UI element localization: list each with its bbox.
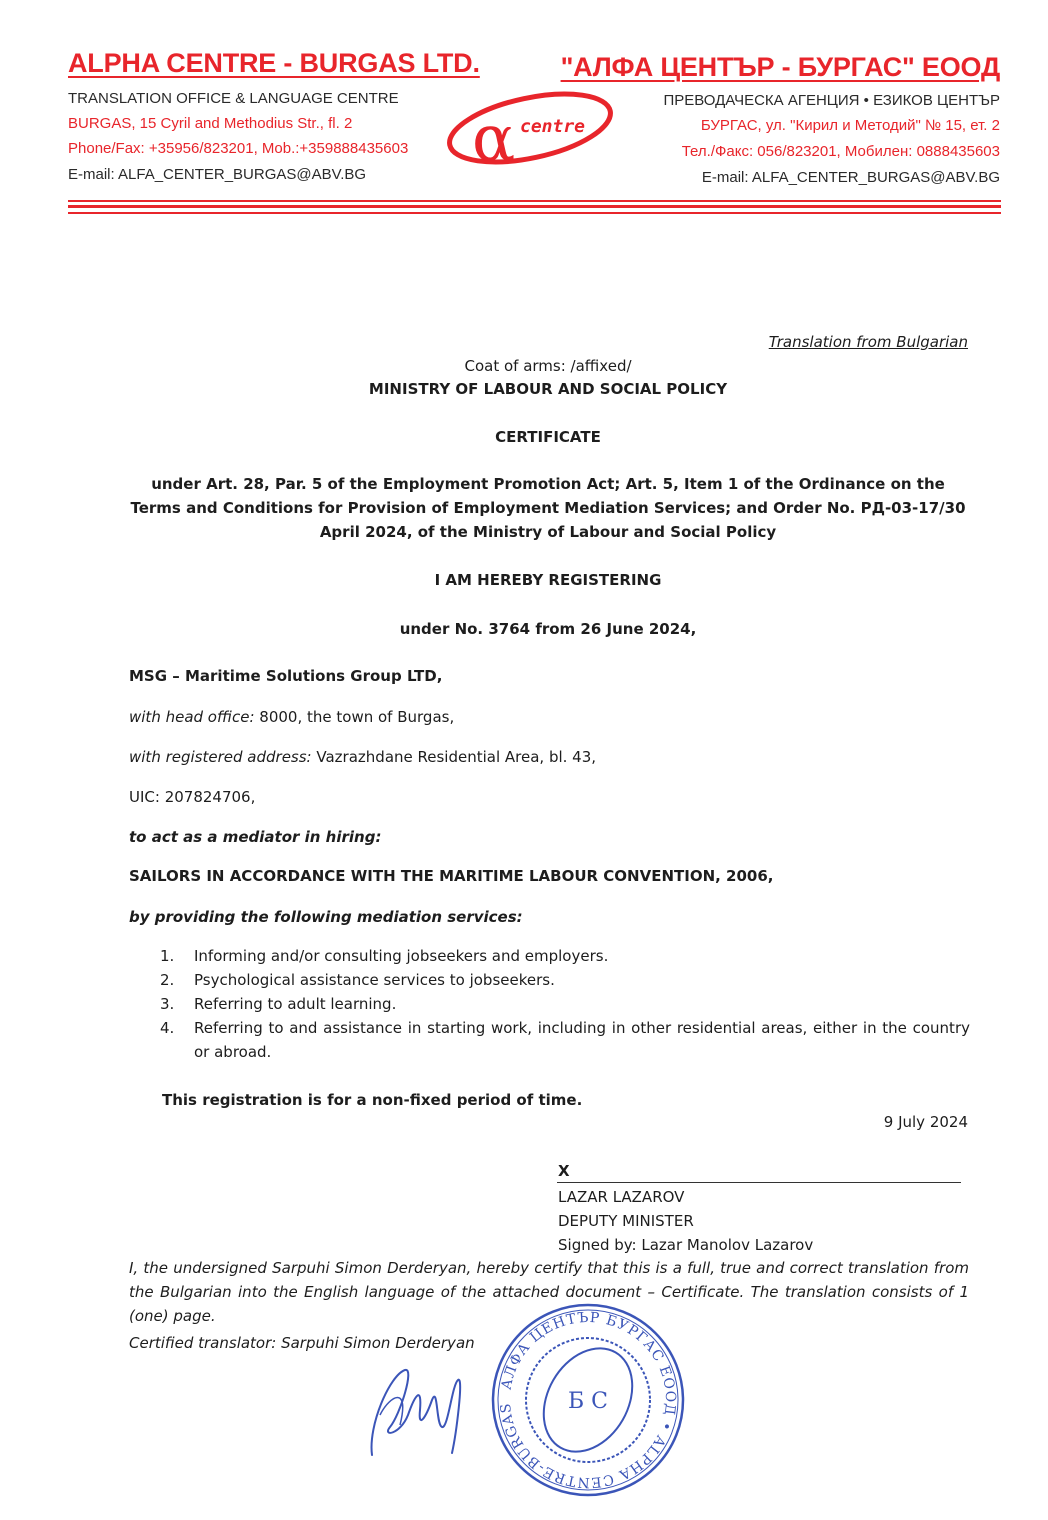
legal-basis: under Art. 28, Par. 5 of the Employment Promotion Act; Art. 5, Item 1 of the Ordinance on the Terms and Conditions for Provision of Employment Mediation Services; and Order No. РД-03-17/30 April 2024, of the Ministry of Labour and Social Policy xyxy=(130,475,966,541)
list-item: 3. Referring to adult learning. xyxy=(160,995,397,1013)
head-office xyxy=(129,705,454,729)
company-subtitle-en: TRANSLATION OFFICE & LANGUAGE CENTRE xyxy=(68,90,399,107)
stamp-inner-text: Б С xyxy=(568,1389,608,1414)
services-intro: by providing the following mediation services: xyxy=(129,908,523,926)
header-rule-bottom xyxy=(68,212,1001,214)
uic-number: UIC: 207824706, xyxy=(129,788,256,806)
signature-mark: X xyxy=(558,1162,570,1180)
mediator-text: to act as a mediator in hiring: xyxy=(129,828,382,846)
signed-by: Signed by: Lazar Manolov Lazarov xyxy=(558,1236,814,1254)
signature-line xyxy=(557,1182,961,1183)
company-email-en: E-mail: ALFA_CENTER_BURGAS@ABV.BG xyxy=(68,166,367,183)
list-item: 4. Referring to and assistance in starting work, including in other residential areas, either in the country or abroad. xyxy=(160,1019,970,1061)
company-phone-en: Phone/Fax: +35956/823201, Mob.:+359888435603 xyxy=(68,140,409,157)
translation-note: Translation from Bulgarian xyxy=(768,333,968,351)
signatory-title: DEPUTY MINISTER xyxy=(558,1212,694,1230)
translator-name: Certified translator: Sarpuhi Simon Derderyan xyxy=(129,1334,475,1352)
company-registered: MSG – Maritime Solutions Group LTD, xyxy=(129,667,443,685)
services-list xyxy=(160,944,970,1064)
registration-number: under No. 3764 from 26 June 2024, xyxy=(399,620,697,638)
sailors-heading: SAILORS IN ACCORDANCE WITH THE MARITIME LABOUR CONVENTION, 2006, xyxy=(129,867,774,885)
company-name-bg: "АЛФА ЦЕНТЪР - БУРГАС" ЕООД xyxy=(560,52,1000,82)
header-rule-middle xyxy=(68,205,1001,208)
list-item: 2. Psychological assistance services to jobseekers. xyxy=(160,971,555,989)
address-label: with registered address: xyxy=(129,748,312,766)
translator-certification: I, the undersigned Sarpuhi Simon Derderyan, hereby certify that this is a full, true and correct translation from the Bulgarian into the English language of the attached document – Certificate. The translation consists of 1 (one) page. xyxy=(129,1259,969,1325)
address-value: Vazrazhdane Residential Area, bl. 43, xyxy=(316,748,597,766)
alpha-centre-logo xyxy=(440,78,620,188)
header-rule-top xyxy=(68,200,1001,202)
stamp-outer-text: АЛФА ЦЕНТЪР БУРГАС ЕООД • ALPHA CENTRE-BURGAS xyxy=(497,1309,679,1491)
registering-heading: I AM HEREBY REGISTERING xyxy=(434,571,662,589)
logo-alpha: α xyxy=(472,102,516,176)
registered-address xyxy=(129,745,596,769)
signatory-name: LAZAR LAZAROV xyxy=(558,1188,685,1206)
registration-period: This registration is for a non-fixed period of time. xyxy=(162,1091,583,1109)
company-name-en: ALPHA CENTRE - BURGAS LTD. xyxy=(68,48,480,78)
company-subtitle-bg: ПРЕВОДАЧЕСКА АГЕНЦИЯ • ЕЗИКОВ ЦЕНТЪР xyxy=(663,92,1000,109)
company-stamp xyxy=(488,1300,688,1500)
head-office-value: 8000, the town of Burgas, xyxy=(259,708,455,726)
ministry-name: MINISTRY OF LABOUR AND SOCIAL POLICY xyxy=(368,380,728,398)
translator-signature xyxy=(360,1355,480,1465)
company-email-bg: E-mail: ALFA_CENTER_BURGAS@ABV.BG xyxy=(701,169,1000,186)
company-address-en: BURGAS, 15 Cyril and Methodius Str., fl. 2 xyxy=(68,115,353,132)
coat-of-arms-note: Coat of arms: /affixed/ xyxy=(464,357,632,375)
company-phone-bg: Тел./Факс: 056/823201, Мобилен: 0888435603 xyxy=(681,143,1000,160)
head-office-label: with head office: xyxy=(129,708,255,726)
document-date: 9 July 2024 xyxy=(883,1113,968,1131)
company-address-bg: БУРГАС, ул. "Кирил и Методий" № 15, ет. 2 xyxy=(700,117,1000,134)
document-title: CERTIFICATE xyxy=(495,428,601,446)
logo-word: centre xyxy=(520,116,586,137)
list-item: 1. Informing and/or consulting jobseekers and employers. xyxy=(160,947,609,965)
